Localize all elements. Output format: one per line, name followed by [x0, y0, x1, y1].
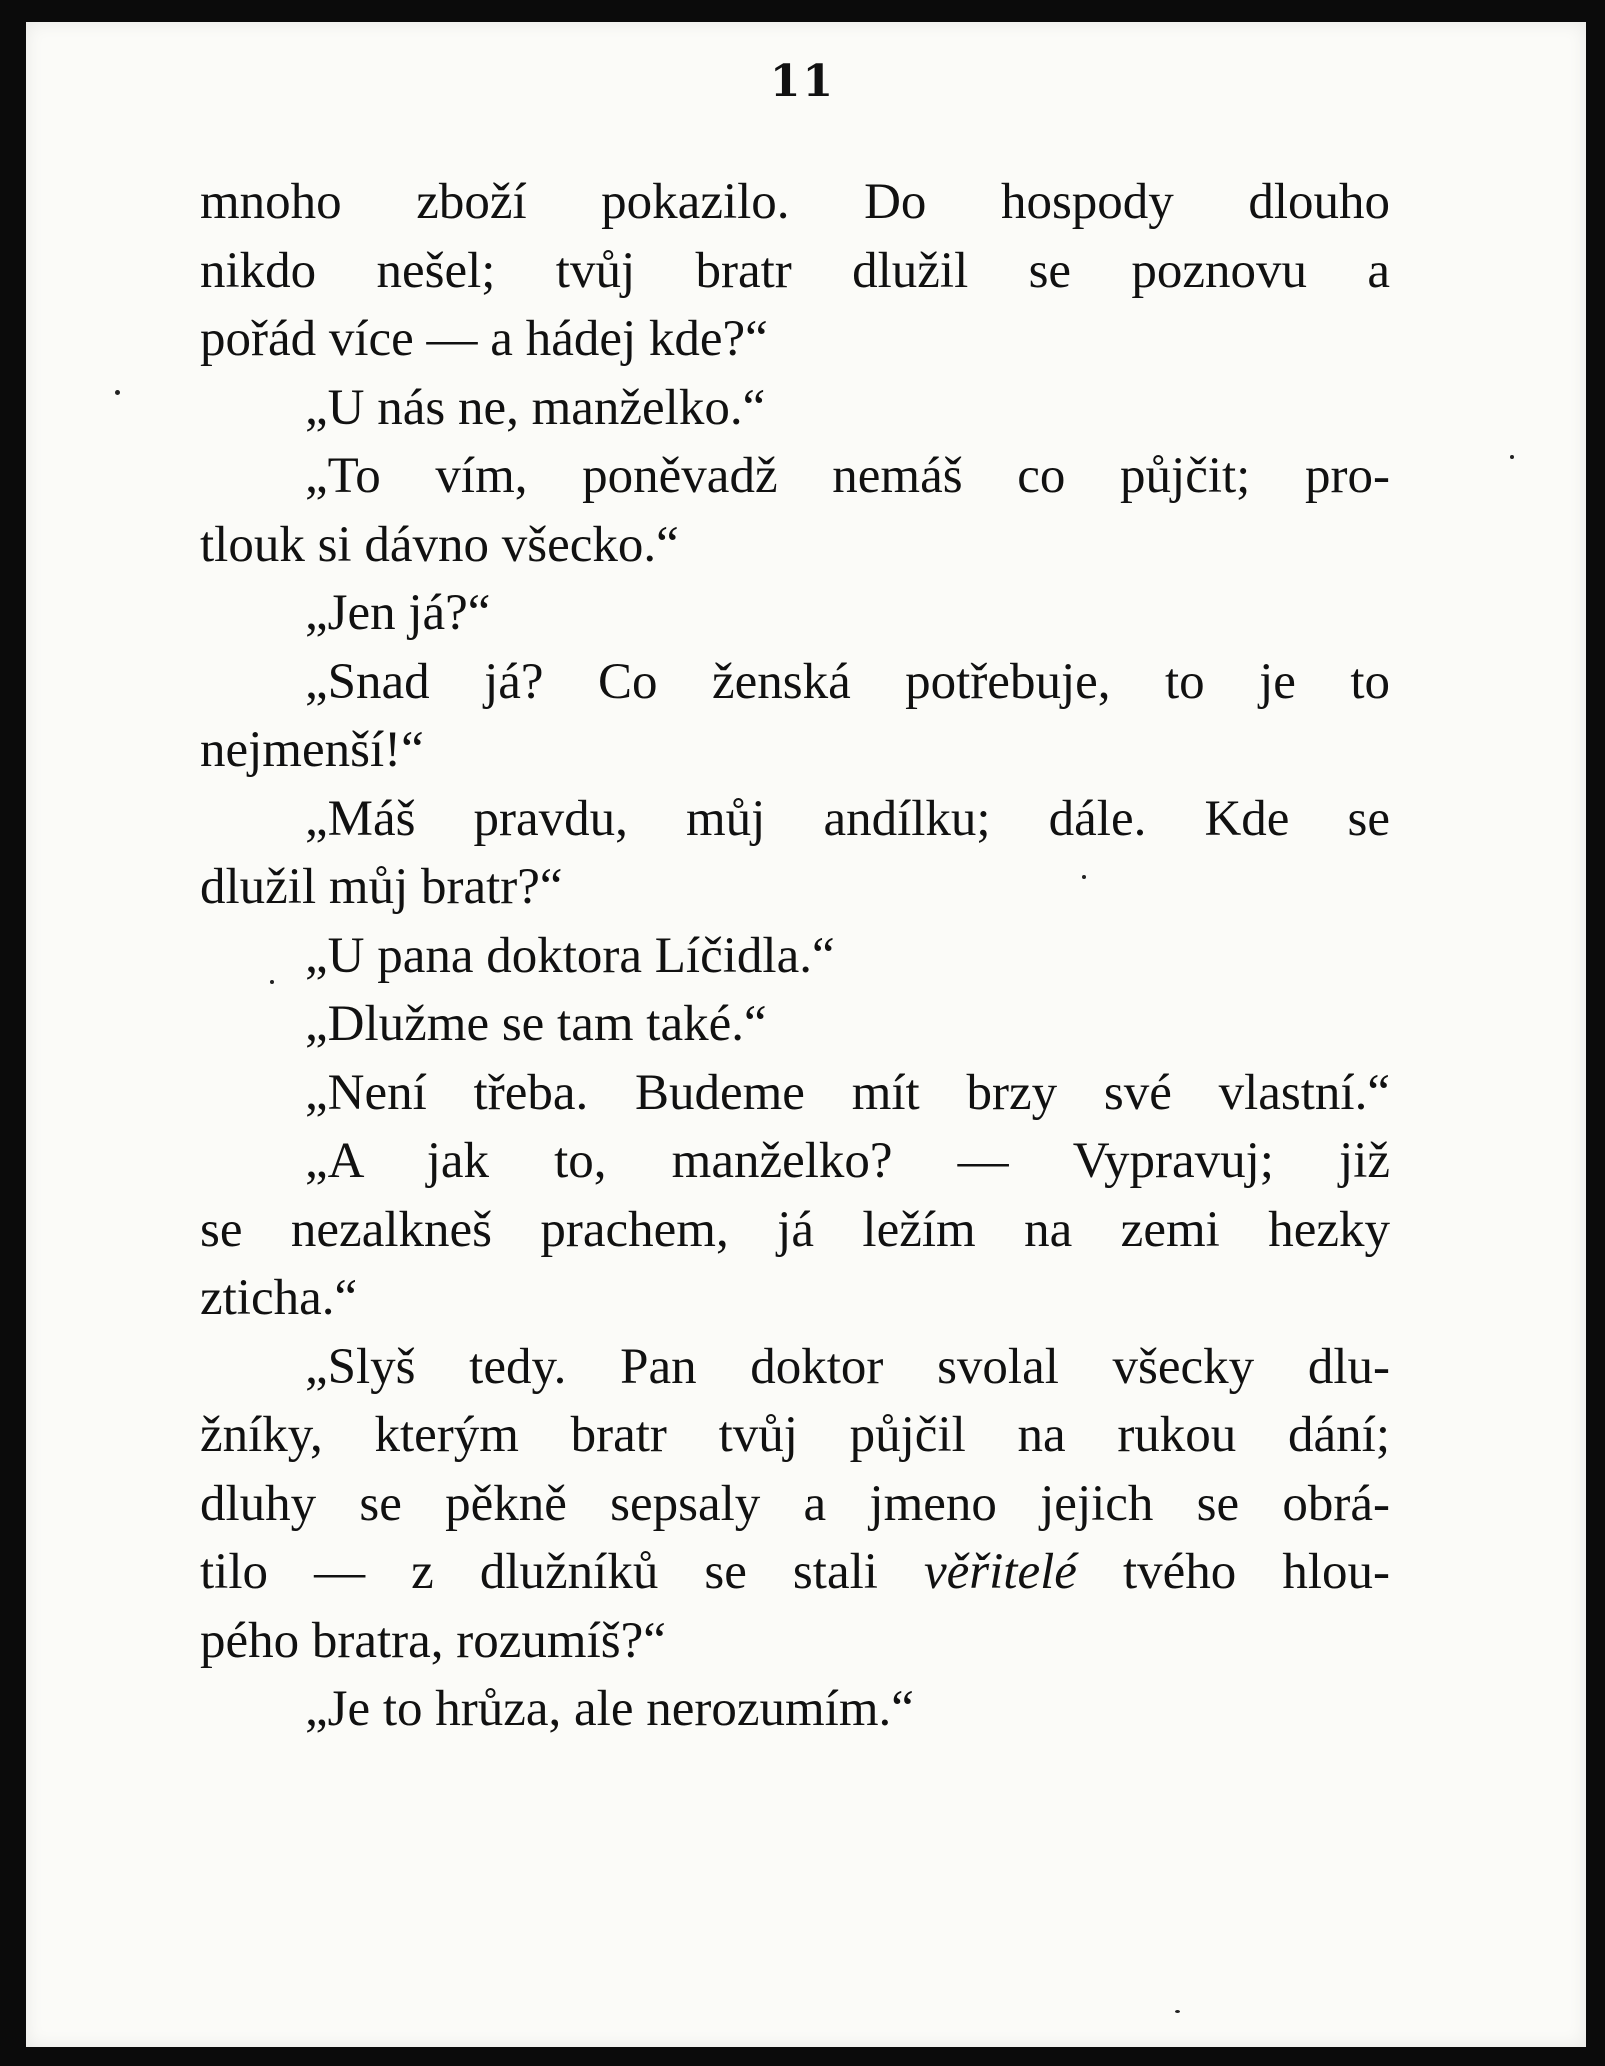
- print-speck: [270, 980, 274, 984]
- text-line: „Snad já? Co ženská potřebuje, to je to: [305, 653, 1390, 710]
- text-line: mnoho zboží pokazilo. Do hospody dlouho: [200, 174, 1390, 230]
- page-number: 11: [769, 56, 836, 107]
- text-line: dluhy se pěkně sepsaly a jmeno jejich se obrá-: [200, 1475, 1390, 1532]
- text-line: tlouk si dávno všecko.“: [200, 516, 679, 573]
- book-spine-shadow: [0, 0, 26, 2066]
- text-line: „Je to hrůza, ale nerozumím.“: [305, 1681, 914, 1737]
- text-line: „Slyš tedy. Pan doktor svolal všecky dlu-: [305, 1338, 1390, 1395]
- text-line: „To vím, poněvadž nemáš co půjčit; pro-: [305, 448, 1390, 504]
- text-line: zticha.“: [200, 1270, 358, 1326]
- print-speck: [1175, 2010, 1180, 2013]
- text-line: „U pana doktora Líčidla.“: [305, 927, 835, 984]
- text-line: „Máš pravdu, můj andílku; dále. Kde se: [305, 790, 1390, 847]
- text-line: dlužil můj bratr?“: [200, 859, 563, 915]
- text-segment: tilo — z dlužníků se stali: [200, 1544, 924, 1600]
- text-line: „Dlužme se tam také.“: [305, 996, 767, 1052]
- text-line: „A jak to, manželko? — Vypravuj; již: [305, 1133, 1390, 1189]
- page-body-text: [200, 168, 1390, 1744]
- text-line: žníky, kterým bratr tvůj půjčil na rukou dání;: [200, 1407, 1390, 1463]
- print-speck: [115, 390, 120, 395]
- italic-word: věřitelé: [923, 1544, 1077, 1600]
- print-speck: [1510, 455, 1514, 459]
- text-line: pořád více — a hádej kde?“: [200, 311, 768, 367]
- text-line: se nezalkneš prachem, já ležím na zemi hezky: [200, 1201, 1390, 1258]
- text-line: „Jen já?“: [305, 585, 491, 641]
- text-line: „U nás ne, manželko.“: [305, 379, 766, 436]
- print-speck: [1082, 875, 1086, 879]
- text-line-with-italic: [200, 1538, 1390, 1607]
- text-line: „Není třeba. Budeme mít brzy své vlastní.“: [305, 1064, 1390, 1121]
- text-line: pého bratra, rozumíš?“: [200, 1612, 666, 1669]
- text-line: nikdo nešel; tvůj bratr dlužil se poznovu a: [200, 242, 1390, 299]
- text-line: nejmenší!“: [200, 722, 424, 778]
- text-segment: tvého hlou-: [1076, 1544, 1390, 1600]
